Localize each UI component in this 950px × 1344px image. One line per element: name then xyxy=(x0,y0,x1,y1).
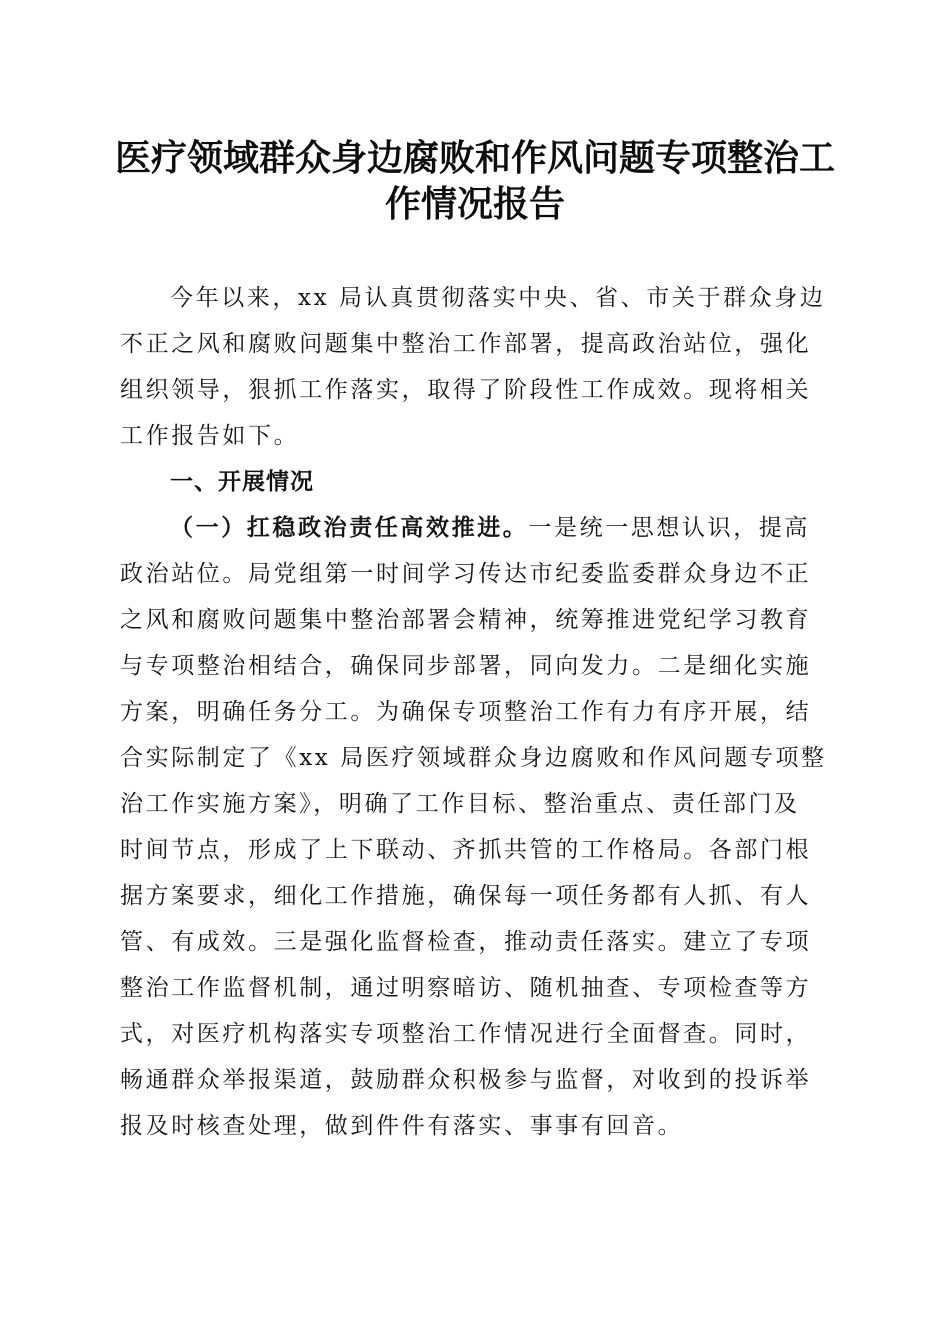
intro-line: 今年以来，xx 局认真贯彻落实中央、省、市关于群众身边 xyxy=(170,285,826,311)
subsection-1-first-line xyxy=(120,505,830,551)
document-title-line-1: 医疗领域群众身边腐败和作风问题专项整治工 xyxy=(114,137,835,179)
subsection-1-line: 方案，明确任务分工。为确保专项整治工作有力有序开展，结 xyxy=(120,699,812,725)
subsection-1-line: 管、有成效。三是强化监督检查，推动责任落实。建立了专项 xyxy=(120,929,812,955)
subsection-1-line: 合实际制定了《xx 局医疗领域群众身边腐败和作风问题专项整 xyxy=(120,745,827,771)
intro-paragraph xyxy=(120,275,830,459)
subsection-1-line: 报及时核查处理，做到件件有落实、事事有回音。 xyxy=(120,1113,684,1139)
intro-line: 工作报告如下。 xyxy=(120,423,300,449)
intro-line: 组织领导，狠抓工作落实，取得了阶段性工作成效。现将相关 xyxy=(120,377,812,403)
subsection-1-line: 治工作实施方案》，明确了工作目标、整治重点、责任部门及 xyxy=(120,791,800,817)
subsection-1-paragraph xyxy=(120,505,830,1149)
subsection-1-line: 据方案要求，细化工作措施，确保每一项任务都有人抓、有人 xyxy=(120,883,812,909)
subsection-1-line: 之风和腐败问题集中整治部署会精神，统筹推进党纪学习教育 xyxy=(120,607,812,633)
subsection-1-first-line-text: 一是统一思想认识，提高 xyxy=(528,515,811,541)
document-title xyxy=(100,135,850,227)
subsection-1-line: 时间节点，形成了上下联动、齐抓共管的工作格局。各部门根 xyxy=(120,837,812,863)
section-heading-1: 一、开展情况 xyxy=(170,469,314,495)
intro-line: 不正之风和腐败问题集中整治工作部署，提高政治站位，强化 xyxy=(120,331,812,357)
subsection-1-line: 畅通群众举报渠道，鼓励群众积极参与监督，对收到的投诉举 xyxy=(120,1067,812,1093)
subsection-1-line: 整治工作监督机制，通过明察暗访、随机抽查、专项检查等方 xyxy=(120,975,812,1001)
subsection-1-line: 政治站位。局党组第一时间学习传达市纪委监委群众身边不正 xyxy=(120,561,812,587)
subsection-1-line: 式，对医疗机构落实专项整治工作情况进行全面督查。同时， xyxy=(120,1021,812,1047)
document-title-line-2: 作情况报告 xyxy=(384,183,565,225)
subsection-1-line: 与专项整治相结合，确保同步部署，同向发力。二是细化实施 xyxy=(120,653,812,679)
document-body xyxy=(120,275,830,1149)
subsection-1-heading: （一）扛稳政治责任高效推进。 xyxy=(170,514,529,541)
